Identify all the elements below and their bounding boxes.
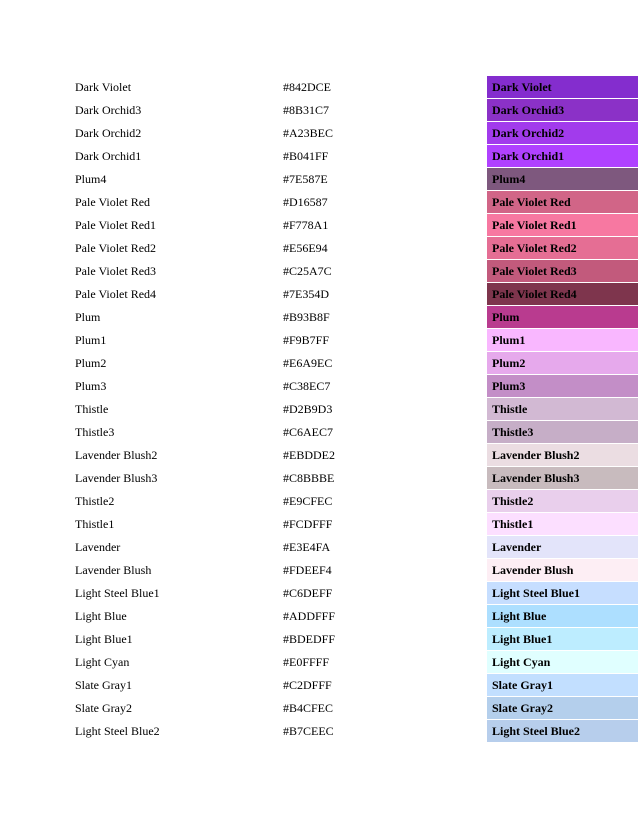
color-row	[0, 214, 638, 237]
color-name: Pale Violet Red2	[75, 241, 157, 255]
color-swatch: Dark Orchid2	[487, 122, 638, 144]
color-hex-code: #E9CFEC	[283, 494, 333, 508]
color-hex-code: #D2B9D3	[283, 402, 333, 416]
color-swatch: Light Blue	[487, 605, 638, 627]
color-swatch: Pale Violet Red	[487, 191, 638, 213]
color-hex-code: #EBDDE2	[283, 448, 335, 462]
color-name: Thistle3	[75, 425, 115, 439]
color-name: Light Steel Blue2	[75, 724, 160, 738]
color-row	[0, 329, 638, 352]
color-swatch: Dark Violet	[487, 76, 638, 98]
color-row	[0, 260, 638, 283]
color-hex-code: #C2DFFF	[283, 678, 332, 692]
color-row	[0, 122, 638, 145]
color-row	[0, 398, 638, 421]
color-name: Pale Violet Red4	[75, 287, 157, 301]
color-name: Lavender Blush2	[75, 448, 158, 462]
color-name: Pale Violet Red3	[75, 264, 157, 278]
color-row	[0, 559, 638, 582]
color-hex-code: #A23BEC	[283, 126, 334, 140]
color-name: Plum	[75, 310, 101, 324]
color-row	[0, 421, 638, 444]
color-hex-code: #8B31C7	[283, 103, 330, 117]
color-row	[0, 375, 638, 398]
color-row	[0, 191, 638, 214]
color-hex-code: #C38EC7	[283, 379, 331, 393]
color-swatch: Thistle3	[487, 421, 638, 443]
color-hex-code: #D16587	[283, 195, 328, 209]
color-swatch: Plum1	[487, 329, 638, 351]
color-swatch: Thistle	[487, 398, 638, 420]
color-name: Thistle2	[75, 494, 115, 508]
color-name: Pale Violet Red	[75, 195, 151, 209]
color-swatch: Thistle1	[487, 513, 638, 535]
color-name: Plum3	[75, 379, 107, 393]
color-row	[0, 306, 638, 329]
color-name: Dark Orchid2	[75, 126, 142, 140]
color-hex-code: #C8BBBE	[283, 471, 335, 485]
color-row	[0, 145, 638, 168]
color-swatch: Plum3	[487, 375, 638, 397]
color-name: Light Blue	[75, 609, 127, 623]
color-hex-code: #7E354D	[283, 287, 329, 301]
color-swatch: Plum2	[487, 352, 638, 374]
color-hex-code: #E6A9EC	[283, 356, 333, 370]
color-swatch: Pale Violet Red4	[487, 283, 638, 305]
color-name: Plum4	[75, 172, 107, 186]
color-name: Dark Orchid1	[75, 149, 142, 163]
color-swatch: Lavender	[487, 536, 638, 558]
color-name: Pale Violet Red1	[75, 218, 157, 232]
color-hex-code: #F9B7FF	[283, 333, 330, 347]
color-row	[0, 674, 638, 697]
color-name: Dark Orchid3	[75, 103, 142, 117]
color-row	[0, 536, 638, 559]
color-swatch: Slate Gray2	[487, 697, 638, 719]
color-hex-code: #E56E94	[283, 241, 328, 255]
color-row	[0, 467, 638, 490]
color-hex-code: #C25A7C	[283, 264, 332, 278]
color-swatch: Light Steel Blue2	[487, 720, 638, 742]
color-row	[0, 605, 638, 628]
color-swatch: Light Cyan	[487, 651, 638, 673]
color-name: Lavender Blush	[75, 563, 152, 577]
color-swatch: Plum	[487, 306, 638, 328]
color-name: Slate Gray1	[75, 678, 132, 692]
color-name: Slate Gray2	[75, 701, 132, 715]
color-swatch: Slate Gray1	[487, 674, 638, 696]
color-name: Thistle1	[75, 517, 115, 531]
color-hex-code: #7E587E	[283, 172, 328, 186]
color-hex-code: #B93B8F	[283, 310, 330, 324]
color-row	[0, 697, 638, 720]
color-row	[0, 628, 638, 651]
color-swatch: Thistle2	[487, 490, 638, 512]
color-name: Plum1	[75, 333, 107, 347]
color-name: Light Cyan	[75, 655, 130, 669]
color-row	[0, 720, 638, 743]
color-row	[0, 352, 638, 375]
color-row	[0, 582, 638, 605]
color-row	[0, 99, 638, 122]
color-hex-code: #ADDFFF	[283, 609, 336, 623]
color-swatch: Dark Orchid3	[487, 99, 638, 121]
color-swatch: Lavender Blush	[487, 559, 638, 581]
color-hex-code: #E3E4FA	[283, 540, 331, 554]
color-swatch: Light Steel Blue1	[487, 582, 638, 604]
color-swatch: Plum4	[487, 168, 638, 190]
color-swatch: Lavender Blush2	[487, 444, 638, 466]
color-hex-code: #B041FF	[283, 149, 329, 163]
color-name: Plum2	[75, 356, 107, 370]
color-row	[0, 283, 638, 306]
color-swatch: Dark Orchid1	[487, 145, 638, 167]
color-hex-code: #E0FFFF	[283, 655, 330, 669]
color-swatch: Lavender Blush3	[487, 467, 638, 489]
color-hex-code: #842DCE	[283, 80, 331, 94]
color-row	[0, 76, 638, 99]
color-row	[0, 168, 638, 191]
color-swatch: Pale Violet Red3	[487, 260, 638, 282]
color-name: Light Steel Blue1	[75, 586, 160, 600]
color-hex-code: #C6DEFF	[283, 586, 333, 600]
color-hex-code: #FCDFFF	[283, 517, 333, 531]
color-row	[0, 237, 638, 260]
color-hex-code: #C6AEC7	[283, 425, 334, 439]
color-hex-code: #FDEEF4	[283, 563, 332, 577]
color-name: Dark Violet	[75, 80, 132, 94]
color-row	[0, 513, 638, 536]
color-hex-code: #B4CFEC	[283, 701, 334, 715]
color-name: Lavender Blush3	[75, 471, 158, 485]
color-row	[0, 490, 638, 513]
color-swatch: Pale Violet Red1	[487, 214, 638, 236]
color-row	[0, 651, 638, 674]
color-name: Lavender	[75, 540, 121, 554]
color-hex-code: #F778A1	[283, 218, 329, 232]
color-name: Light Blue1	[75, 632, 133, 646]
color-row	[0, 444, 638, 467]
color-swatch: Light Blue1	[487, 628, 638, 650]
color-hex-code: #B7CEEC	[283, 724, 334, 738]
color-table	[0, 76, 638, 743]
color-swatch: Pale Violet Red2	[487, 237, 638, 259]
color-hex-code: #BDEDFF	[283, 632, 336, 646]
color-name: Thistle	[75, 402, 109, 416]
